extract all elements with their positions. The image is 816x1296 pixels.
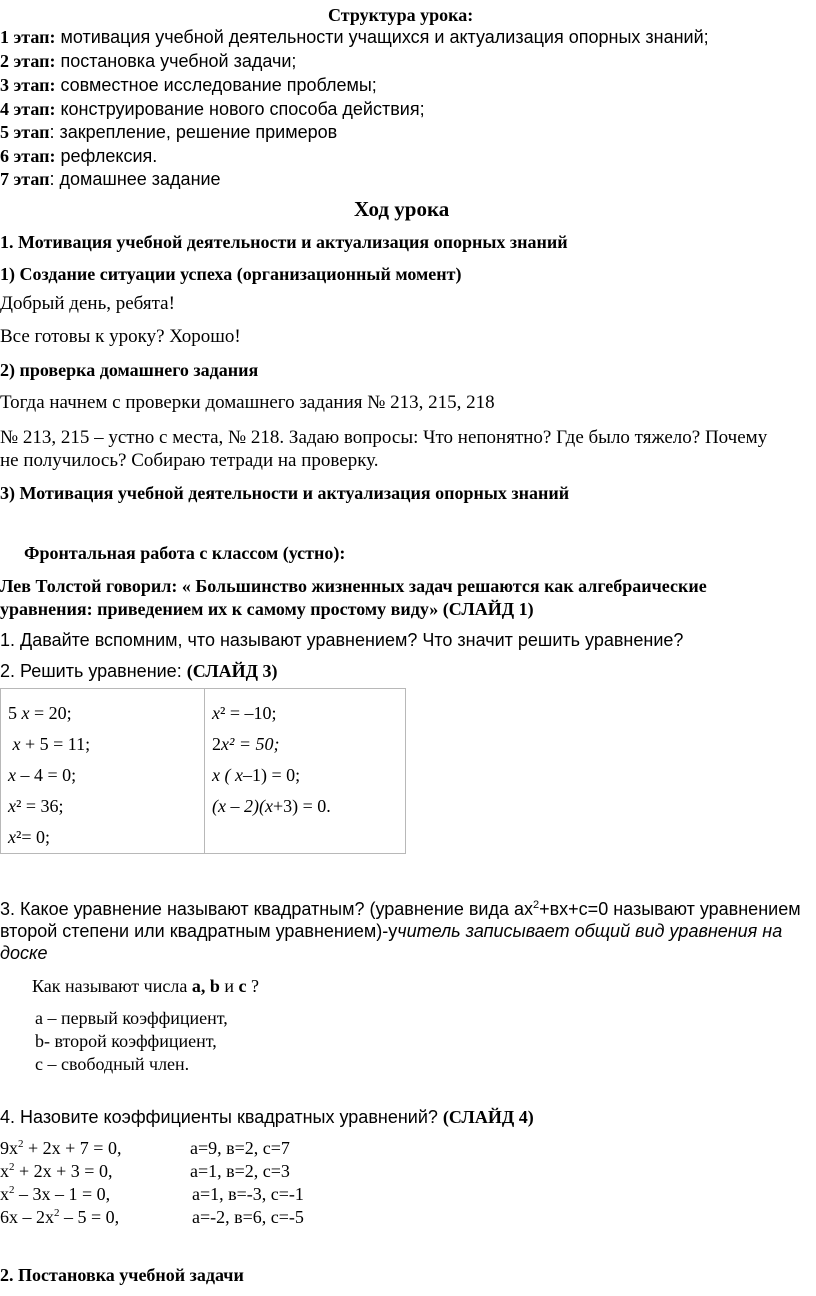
stage-label: 7 этап: [0, 169, 50, 189]
greeting-text: Добрый день, ребята!: [0, 293, 175, 314]
stage-item: [0, 26, 709, 48]
equation: [8, 826, 50, 848]
coef-c-desc: с – свободный член.: [35, 1054, 190, 1074]
eq-part: х: [0, 1184, 9, 1204]
stage-text: конструирование нового способа действия;: [55, 99, 425, 119]
section-1-2-title: 2) проверка домашнего задания: [0, 360, 259, 380]
tolstoy-quote-line-1: Лев Толстой говорил: « Большинство жизненных задач решаются как алгебраические: [0, 576, 707, 596]
superscript: 2: [18, 1138, 24, 1150]
eq-part: – 3х – 1 = 0,: [14, 1184, 111, 1204]
stage-item: [0, 50, 296, 72]
equation: [212, 733, 280, 755]
stage-text: постановка учебной задачи;: [55, 51, 297, 71]
eq-var: x: [8, 765, 16, 785]
ready-text: Все готовы к уроку? Хорошо!: [0, 326, 241, 347]
coefficients-question: [32, 975, 259, 997]
eq-part: + 2х + 3 = 0,: [14, 1161, 113, 1181]
hw-detail-line-1: № 213, 215 – устно с места, № 218. Задаю вопросы: Что непонятно? Где было тяжело? Почему: [0, 427, 768, 448]
coefficients: а=1, в=-3, с=-1: [192, 1184, 304, 1204]
equation: [8, 702, 72, 724]
superscript: 2: [532, 899, 540, 911]
eq-var: x: [8, 796, 16, 816]
eq-part: – 4 = 0;: [16, 765, 77, 785]
eq-part: x: [212, 703, 220, 723]
eq-part: 6х – 2х: [0, 1207, 54, 1227]
eq-part: = 20;: [29, 703, 72, 723]
eq-part: ²= 0;: [16, 827, 51, 847]
stage-item: [0, 121, 337, 143]
eq-part: 5: [8, 703, 22, 723]
equation: [0, 1206, 119, 1228]
text-part: 3. Какое уравнение называют квадратным? (уравнение вида ах: [0, 899, 533, 919]
hw-detail-line-2: не получилось? Собираю тетради на проверку.: [0, 450, 379, 471]
section-2-title: 2. Постановка учебной задачи: [0, 1265, 244, 1285]
section-1-title: 1. Мотивация учебной деятельности и актуализация опорных знаний: [0, 232, 568, 252]
eq-part: – 5 = 0,: [59, 1207, 120, 1227]
eq-part: + 5 = 11;: [20, 734, 91, 754]
stage-label: 4 этап:: [0, 99, 56, 119]
stage-item: [0, 74, 377, 96]
coefficients: а=9, в=2, с=7: [190, 1138, 290, 1158]
equation: [212, 702, 277, 724]
eq-part: x ( x: [212, 765, 243, 785]
stage-label: 3 этап:: [0, 75, 56, 95]
equation: [212, 795, 331, 817]
lesson-heading: Ход урока: [354, 197, 450, 221]
stage-label: 6 этап:: [0, 146, 56, 166]
text-part: Как называют числа: [32, 976, 192, 996]
question-3-line-1: [0, 898, 801, 920]
coef-a-desc: а – первый коэффициент,: [35, 1008, 228, 1028]
superscript: 2: [9, 1184, 15, 1196]
stage-text: совместное исследование проблемы;: [55, 75, 377, 95]
question-3-line-3: [0, 942, 47, 964]
stage-text: : домашнее задание: [49, 169, 221, 189]
equation: [0, 1183, 110, 1205]
equation: [8, 733, 90, 755]
eq-var: x: [12, 734, 21, 754]
eq-part: –1) = 0;: [242, 765, 301, 785]
eq-part: (x – 2)(x: [212, 796, 273, 816]
slide-ref: (СЛАЙД 4): [442, 1107, 534, 1127]
tolstoy-quote-line-2: уравнения: приведением их к самому простому виду» (СЛАЙД 1): [0, 599, 534, 619]
superscript: 2: [9, 1161, 15, 1173]
eq-var: x: [8, 827, 16, 847]
section-1-1-title: 1) Создание ситуации успеха (организационный момент): [0, 264, 462, 284]
eq-part: x² = 50;: [221, 734, 280, 754]
stage-item: [0, 98, 425, 120]
stage-text: рефлексия.: [55, 146, 158, 166]
coefficients: а=-2, в=6, с=-5: [192, 1207, 304, 1227]
stage-item: [0, 145, 157, 167]
stage-label: 1 этап:: [0, 27, 56, 47]
equation: [8, 764, 76, 786]
equation: [0, 1160, 112, 1182]
text-part: +вх+с=0 называют уравнением: [539, 899, 801, 919]
coefficients: а=1, в=2, с=3: [190, 1161, 290, 1181]
text-part: a, b: [191, 976, 220, 996]
text-part: c: [238, 976, 247, 996]
slide-ref: (СЛАЙД 3): [186, 661, 278, 681]
question-4: [0, 1106, 534, 1128]
stage-label: 5 этап: [0, 122, 50, 142]
eq-part: +3) = 0.: [272, 796, 331, 816]
superscript: 2: [54, 1207, 60, 1219]
text-part: и: [219, 976, 239, 996]
eq-part: ² = –10;: [220, 703, 277, 723]
stage-label: 2 этап:: [0, 51, 56, 71]
text-part: второй степени или квадратным уравнением)-у: [0, 921, 398, 941]
equation: [8, 795, 64, 817]
eq-part: 2: [212, 734, 221, 754]
frontal-work-title: Фронтальная работа с классом (устно):: [24, 543, 346, 563]
structure-title: Структура урока:: [328, 5, 474, 25]
eq-part: 9х: [0, 1138, 18, 1158]
text-part: читель записывает общий вид уравнения на: [397, 921, 783, 941]
question-3-line-2: [0, 920, 782, 942]
equation: [0, 1137, 121, 1159]
text-part: доске: [0, 943, 48, 963]
stage-text: мотивация учебной деятельности учащихся и актуализация опорных знаний;: [55, 27, 709, 47]
question-2: [0, 660, 278, 682]
coef-b-desc: b- второй коэффициент,: [35, 1031, 217, 1051]
eq-part: х: [0, 1161, 9, 1181]
eq-part: + 2х + 7 = 0,: [23, 1138, 122, 1158]
section-1-3-title: 3) Мотивация учебной деятельности и актуализация опорных знаний: [0, 483, 570, 503]
eq-var: x: [21, 703, 30, 723]
question-2-text: 2. Решить уравнение:: [0, 661, 187, 681]
stage-item: [0, 168, 221, 190]
hw-check-text: Тогда начнем с проверки домашнего задания № 213, 215, 218: [0, 392, 495, 413]
question-1: 1. Давайте вспомним, что называют уравнением? Что значит решить уравнение?: [0, 630, 684, 650]
table-divider: [204, 689, 205, 853]
text-part: ?: [246, 976, 259, 996]
eq-part: ² = 36;: [16, 796, 64, 816]
stage-text: : закрепление, решение примеров: [49, 122, 338, 142]
equation: [212, 764, 300, 786]
question-4-text: 4. Назовите коэффициенты квадратных уравнений?: [0, 1107, 443, 1127]
